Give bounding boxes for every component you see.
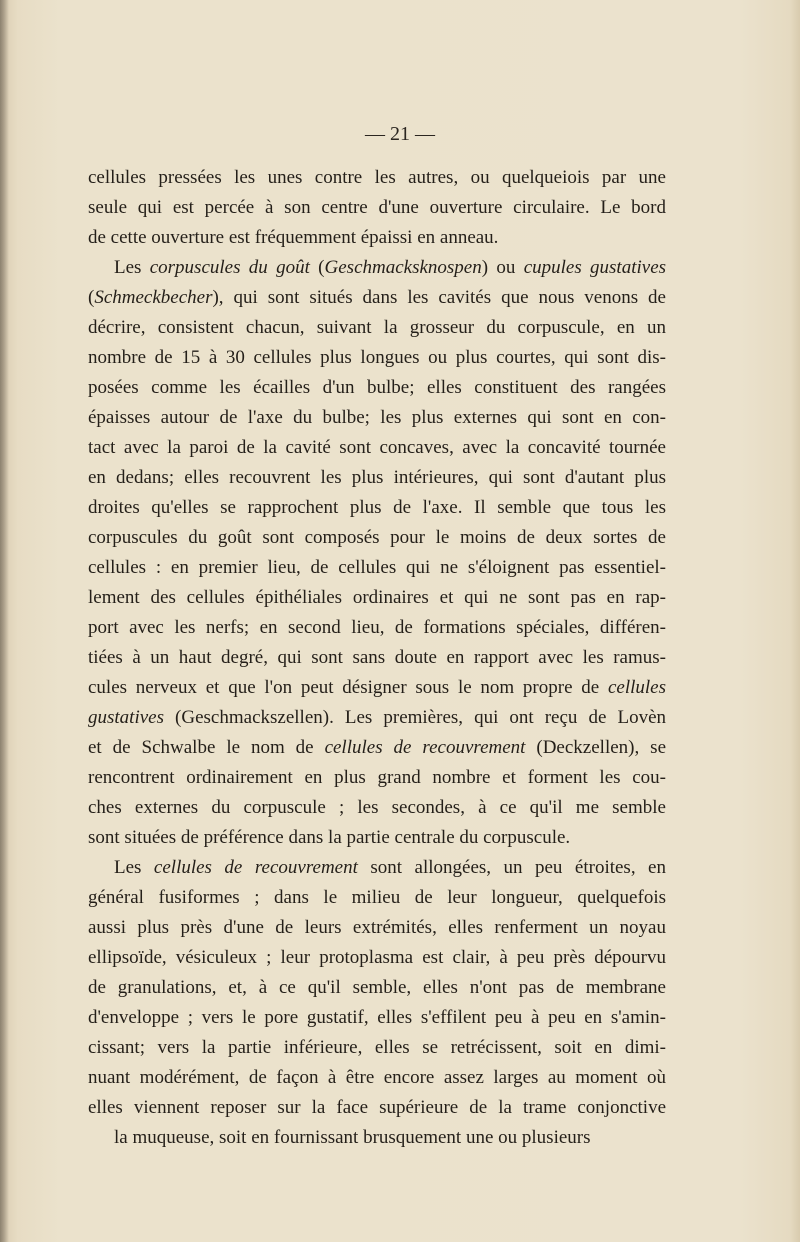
text-run: ( bbox=[88, 287, 95, 308]
italic-text: cellules de recouvrement bbox=[153, 857, 358, 878]
text-run: en dedans; elles recouvrent les plus intérieures, qui sont d'autant plus bbox=[88, 467, 666, 488]
text-line bbox=[88, 493, 666, 523]
text-run: aussi plus près d'une de leurs extrémités, elles renferment un noyau bbox=[88, 917, 666, 938]
text-run: de cette ouverture est fréquemment épaissi en anneau. bbox=[88, 227, 499, 248]
text-line bbox=[88, 853, 666, 883]
italic-text: cellules bbox=[607, 677, 666, 698]
text-run: ) ou bbox=[481, 257, 524, 278]
text-run: rencontrent ordinairement en plus grand nombre et forment les cou- bbox=[88, 767, 666, 788]
text-run: d'enveloppe ; vers le pore gustatif, elles s'effilent peu à peu en s'amin- bbox=[88, 1007, 666, 1028]
text-run: épaisses autour de l'axe du bulbe; les plus externes qui sont en con- bbox=[88, 407, 666, 428]
text-line bbox=[88, 463, 666, 493]
text-run: ches externes du corpuscule ; les secondes, à ce qu'il me semble bbox=[88, 797, 666, 818]
text-run: nombre de 15 à 30 cellules plus longues ou plus courtes, qui sont dis- bbox=[88, 347, 666, 368]
text-line bbox=[88, 313, 666, 343]
text-line bbox=[88, 883, 666, 913]
text-line bbox=[88, 163, 666, 193]
text-run: de granulations, et, à ce qu'il semble, elles n'ont pas de membrane bbox=[88, 977, 666, 998]
text-run: cellules pressées les unes contre les autres, ou quelqueiois par une bbox=[88, 167, 666, 188]
italic-text: corpuscules du goût bbox=[149, 257, 310, 278]
text-run: lement des cellules épithéliales ordinaires et qui ne sont pas en rap- bbox=[88, 587, 666, 608]
text-line bbox=[88, 823, 666, 853]
text-run: sont allongées, un peu étroites, en bbox=[357, 857, 666, 878]
text-line bbox=[88, 943, 666, 973]
text-line bbox=[88, 253, 666, 283]
text-run: posées comme les écailles d'un bulbe; elles constituent des rangées bbox=[88, 377, 666, 398]
text-run: cules nerveux et que l'on peut désigner sous le nom propre de bbox=[88, 677, 608, 698]
text-run: général fusiformes ; dans le milieu de leur longueur, quelquefois bbox=[88, 887, 666, 908]
text-line bbox=[88, 1033, 666, 1063]
text-run: tact avec la paroi de la cavité sont concaves, avec la concavité tournée bbox=[88, 437, 666, 458]
text-line bbox=[88, 703, 666, 733]
italic-text: gustatives bbox=[88, 707, 164, 728]
text-line bbox=[88, 433, 666, 463]
text-run: elles viennent reposer sur la face supérieure de la trame conjonctive bbox=[88, 1097, 666, 1118]
body-text bbox=[88, 163, 666, 1153]
text-run: Les bbox=[114, 257, 150, 278]
text-run: sont situées de préférence dans la partie centrale du corpuscule. bbox=[88, 827, 571, 848]
text-line bbox=[88, 733, 666, 763]
text-line bbox=[88, 343, 666, 373]
page-binding-shadow bbox=[0, 0, 9, 1242]
page-number: — 21 — bbox=[365, 123, 435, 145]
text-line bbox=[88, 283, 666, 313]
text-run: cissant; vers la partie inférieure, elles se retrécissent, soit en dimi- bbox=[88, 1037, 666, 1058]
text-run: port avec les nerfs; en second lieu, de formations spéciales, différen- bbox=[88, 617, 666, 638]
text-run: décrire, consistent chacun, suivant la grosseur du corpuscule, en un bbox=[88, 317, 666, 338]
text-run: tiées à un haut degré, qui sont sans doute en rapport avec les ramus- bbox=[88, 647, 666, 668]
text-line bbox=[88, 1093, 666, 1123]
text-run: Les bbox=[114, 857, 154, 878]
text-line bbox=[88, 973, 666, 1003]
text-run: droites qu'elles se rapprochent plus de l'axe. Il semble que tous les bbox=[88, 497, 666, 518]
text-run: seule qui est percée à son centre d'une ouverture circulaire. Le bord bbox=[88, 197, 666, 218]
text-line bbox=[88, 913, 666, 943]
text-run: ), qui sont situés dans les cavités que nous venons de bbox=[212, 287, 666, 308]
text-line bbox=[88, 523, 666, 553]
text-line bbox=[88, 793, 666, 823]
italic-text: cupules gustatives bbox=[523, 257, 667, 278]
text-run: (Geschmackszellen). Les premières, qui ont reçu de Lovèn bbox=[164, 707, 666, 728]
text-line bbox=[88, 643, 666, 673]
text-run: ellipsoïde, vésiculeux ; leur protoplasma est clair, à peu près dépourvu bbox=[88, 947, 666, 968]
italic-text: Geschmacksknospen bbox=[324, 257, 482, 278]
text-line bbox=[88, 673, 666, 703]
text-line bbox=[88, 1003, 666, 1033]
text-run: corpuscules du goût sont composés pour le moins de deux sortes de bbox=[88, 527, 666, 548]
text-line bbox=[88, 223, 666, 253]
text-run: (Deckzellen), se bbox=[525, 737, 667, 758]
text-line bbox=[88, 553, 666, 583]
text-line bbox=[88, 583, 666, 613]
text-run: nuant modérément, de façon à être encore assez larges au moment où bbox=[88, 1067, 666, 1088]
text-line bbox=[88, 1123, 666, 1153]
text-line bbox=[88, 1063, 666, 1093]
text-line bbox=[88, 373, 666, 403]
text-line bbox=[88, 763, 666, 793]
italic-text: cellules de recouvrement bbox=[324, 737, 526, 758]
text-run: cellules : en premier lieu, de cellules qui ne s'éloignent pas essentiel- bbox=[88, 557, 666, 578]
text-run: ( bbox=[309, 257, 325, 278]
text-line bbox=[88, 403, 666, 433]
text-run: et de Schwalbe le nom de bbox=[88, 737, 325, 758]
italic-text: Schmeckbecher bbox=[94, 287, 213, 308]
text-line bbox=[88, 193, 666, 223]
text-line bbox=[88, 613, 666, 643]
text-run: la muqueuse, soit en fournissant brusquement une ou plusieurs bbox=[114, 1127, 591, 1148]
